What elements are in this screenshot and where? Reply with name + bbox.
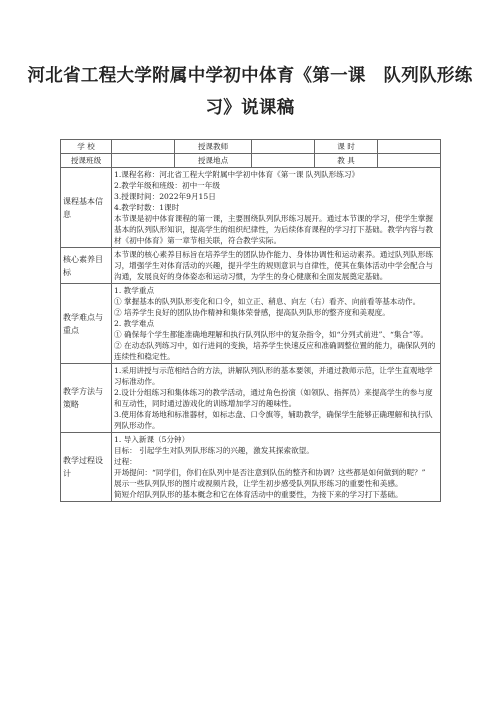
section-content — [112, 284, 441, 364]
info-row-2 — [61, 154, 441, 168]
tools-value — [378, 154, 441, 168]
section-methods — [61, 364, 441, 433]
content-line: ① 确保每个学生都能准确地理解和执行队列队形中的复杂指令，如“分列式前进”、“集合”等。 — [114, 330, 429, 339]
tools-label: 教 具 — [315, 154, 378, 168]
section-basic-info — [61, 168, 441, 248]
class-value — [378, 140, 441, 154]
section-content — [112, 433, 441, 502]
content-line: 1. 教学重点 — [114, 286, 155, 295]
content-line: 2. 教学难点 — [114, 319, 155, 328]
content-line: 1. 导入新课（5分钟） — [114, 435, 190, 444]
teacher-label: 授课教师 — [175, 140, 252, 154]
content-line: 1.课程名称：河北省工程大学附属中学初中体育《第一课 队列队形练习》 — [114, 170, 360, 179]
content-line: 简短介绍队列队形的基本概念和它在体育活动中的重要性，为接下来的学习打下基础。 — [114, 490, 403, 499]
content-line: 本节课是初中体育课程的第一课，主要围绕队列队形练习展开。通过本节课的学习，使学生掌握基本的队列队形知识，提高学生的组织纪律性，为后续体育课程的学习打下基础。教学内容与教材《初中体育》第一章节相关联，符合教学实际。 — [114, 214, 433, 245]
title-line-2: 习》说课稿 — [205, 98, 295, 118]
section-process — [61, 433, 441, 502]
section-content — [112, 364, 441, 433]
school-value — [112, 140, 175, 154]
section-label: 核心素养目标 — [61, 248, 112, 284]
content-line: 展示一些队列队形的图片或视频片段，让学生初步感受队列队形练习的重要性和美感。 — [114, 479, 403, 488]
content-line: 目标： 引起学生对队列队形练习的兴趣，激发其探索欲望。 — [114, 446, 314, 455]
document-title — [0, 62, 500, 122]
section-label: 教学难点与重点 — [61, 284, 112, 364]
content-line: ① 掌握基本的队列队形变化和口令，如立正、稍息、向左（右）看齐、向前看等基本动作。 — [114, 297, 421, 306]
content-line: 2.设计分组练习和集体练习的教学活动，通过角色扮演（如领队、指挥员）来提高学生的参与度和互动性，同时通过游戏化的训练增加学习的趣味性。 — [114, 388, 433, 408]
teacher-value — [252, 140, 315, 154]
content-line: 2.教学年级和班级：初中一年级 — [114, 181, 220, 190]
content-line: ② 培养学生良好的团队协作精神和集体荣誉感，提高队列队形的整齐度和美观度。 — [114, 308, 390, 317]
content-line: 3.授课时间：2022年9月15日 — [114, 192, 216, 201]
place-label: 授课地点 — [175, 154, 252, 168]
section-content — [112, 248, 441, 284]
content-line: 过程： — [114, 457, 137, 466]
title-line-1: 河北省工程大学附属中学初中体育《第一课 队列队形练 — [27, 66, 473, 86]
grade-value — [112, 154, 175, 168]
grade-label: 授课班级 — [61, 154, 112, 168]
content-line: 开场提问：“同学们，你们在队列中是否注意到队伍的整齐和协调？这些都是如何做到的呢？” — [114, 468, 426, 477]
section-content — [112, 168, 441, 248]
content-line: 4.教学时数：1课时 — [114, 203, 180, 212]
content-line: 1.采用讲授与示范相结合的方法，讲解队列队形的基本要领，并通过教师示范，让学生直观地学习标准动作。 — [114, 366, 433, 386]
school-label: 学 校 — [61, 140, 112, 154]
content-line: 3.使用体育场地和标准器材，如标志盘、口令旗等，辅助教学，确保学生能够正确理解和执行队列队形动作。 — [114, 410, 433, 430]
place-value — [252, 154, 315, 168]
class-label: 课 时 — [315, 140, 378, 154]
section-label: 教学过程设计 — [61, 433, 112, 502]
lesson-plan-table — [60, 139, 441, 502]
section-label: 教学方法与策略 — [61, 364, 112, 433]
section-label: 课程基本信息 — [61, 168, 112, 248]
info-row-1 — [61, 140, 441, 154]
section-key-points — [61, 284, 441, 364]
section-core-goals — [61, 248, 441, 284]
content-line: 本节课的核心素养目标旨在培养学生的团队协作能力、身体协调性和运动素养。通过队列队形练习，增强学生对体育活动的兴趣，提升学生的规则意识与自律性，使其在集体活动中学会配合与沟通，发展良好的身体姿态和运动习惯，为学生的身心健康和全面发展奠定基础。 — [114, 250, 433, 281]
content-line: ② 在动态队列练习中，如行进间的变换，培养学生快速反应和准确调整位置的能力，确保队列的连续性和稳定性。 — [114, 341, 436, 361]
